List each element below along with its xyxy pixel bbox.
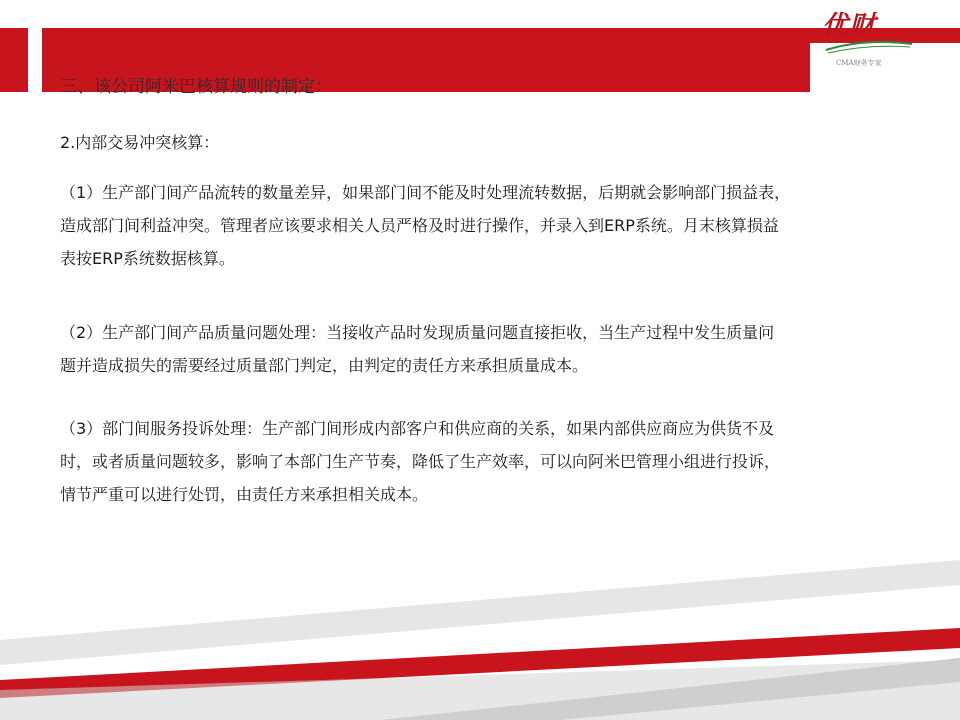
logo xyxy=(822,6,922,68)
paragraph-1 xyxy=(60,176,920,275)
paragraph-line: （3）部门间服务投诉处理：生产部门间形成内部客户和供应商的关系，如果内部供应商应为供货不及 xyxy=(60,419,775,438)
paragraph-line: （1）生产部门间产品流转的数量差异，如果部门间不能及时处理流转数据，后期就会影响部门损益表， xyxy=(60,183,791,202)
paragraph-2 xyxy=(60,316,920,382)
paragraph-line: 时，或者质量问题较多，影响了本部门生产节奏，降低了生产效率，可以向阿米巴管理小组进行投诉， xyxy=(60,452,781,471)
paragraph-line: 表按ERP系统数据核算。 xyxy=(60,249,235,268)
page-title: 三、该公司阿米巴核算规则的制定： xyxy=(60,77,332,97)
header-band-left xyxy=(0,28,28,92)
paragraph-3 xyxy=(60,412,920,511)
paragraph-line: 造成部门间利益冲突。管理者应该要求相关人员严格及时进行操作，并录入到ERP系统。月末核算损益 xyxy=(60,216,779,235)
paragraph-line: （2）生产部门间产品质量问题处理：当接收产品时发现质量问题直接拒收，当生产过程中发生质量问 xyxy=(60,323,775,342)
paragraph-line: 情节严重可以进行处罚，由责任方来承担相关成本。 xyxy=(60,485,429,504)
logo-subtitle: CMA财务专家 xyxy=(836,59,882,67)
bottom-decoration xyxy=(0,540,960,720)
section-heading: 2.内部交易冲突核算： xyxy=(60,133,220,152)
logo-mark: 优财 xyxy=(822,11,877,41)
logo-swoosh-icon xyxy=(824,36,914,58)
paragraph-line: 题并造成损失的需要经过质量部门判定，由判定的责任方来承担质量成本。 xyxy=(60,356,589,375)
